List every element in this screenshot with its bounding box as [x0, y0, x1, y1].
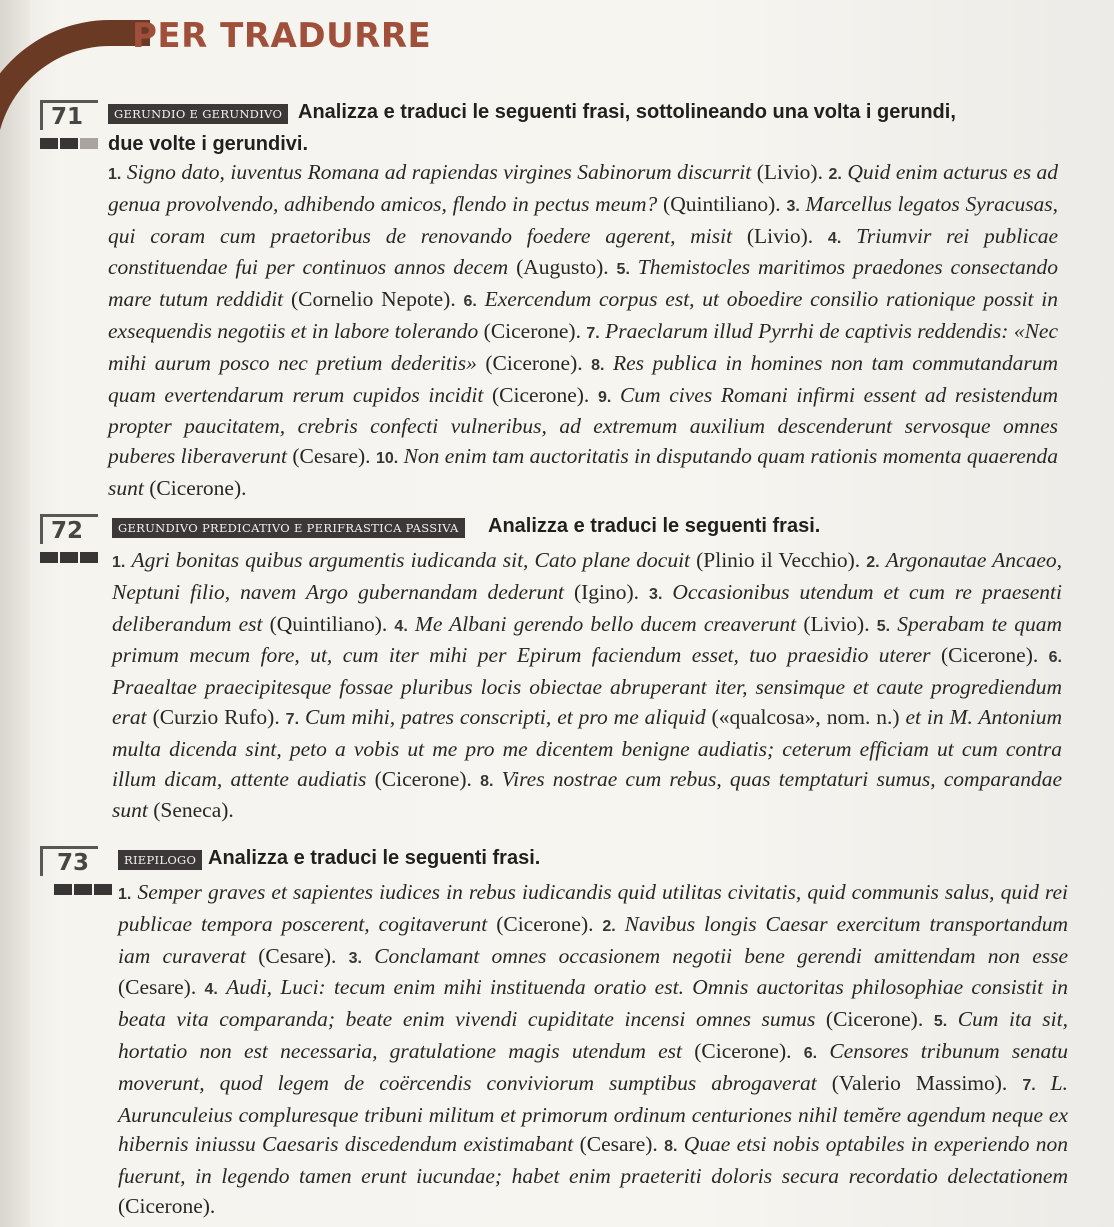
exercise-instruction: Analizza e traduci le seguenti frasi. [208, 847, 541, 869]
difficulty-indicator [40, 552, 98, 563]
difficulty-square [74, 884, 92, 895]
section-title: PER TRADURRE [132, 16, 432, 56]
exercise-topic-tag: GERUNDIO E GERUNDIVO [108, 104, 288, 124]
header-decoration-bar [110, 20, 124, 46]
exercise-number: 71 [40, 100, 98, 130]
exercise-text: 1. Semper graves et sapientes iudices in rebus iudicandis quid utilitas civitatis, quid communis salus, quid rei publicae tempora poscerent, cogitaverunt (Cicerone). 2. Navibus longis Caesar exercitum transportandum iam curaverat (Cesare). 3. Conclamant omnes occasionem negotii bene gerendi amittendam non esse (Cesare). 4. Audi, Luci: tecum enim mihi instituenda oratio est. Omnis auctoritas philosophiae consistit in beata vita comparanda; beate enim vivendi cupiditate incensi omnes sumus (Cicerone). 5. Cum ita sit, hortatio non est necessaria, gratulatione magis utendum est (Cicerone). 6. Censores tribunum senatu moverunt, quod legem de coërcendis conviviorum sumptibus abrogaverat (Valerio Massimo). 7. L. Aurunculeius compluresque tribuni militum et primorum ordinum centuriones nihil temĕre agendum neque ex hibernis iniussu Caesaris discedendum existimabant (Cesare). 8. Quae etsi nobis optabiles in experiendo non fuerunt, in legendo tamen erunt iucundae; habet enim praeteriti doloris secura recordatio delectationem (Cicerone). [118, 880, 1069, 1218]
difficulty-square [54, 884, 72, 895]
difficulty-indicator [40, 138, 98, 149]
exercise-72 [40, 514, 1080, 824]
difficulty-square [40, 552, 58, 563]
difficulty-square-empty [80, 138, 98, 149]
exercise-topic-tag: GERUNDIVO PREDICATIVO E PERIFRASTICA PASSIVA [112, 518, 465, 538]
exercise-71 [40, 100, 1080, 500]
exercise-instruction: Analizza e traduci le seguenti frasi, sottolineando una volta i gerundi, [298, 101, 956, 123]
exercise-73 [40, 846, 1080, 1216]
difficulty-square [40, 138, 58, 149]
difficulty-square [60, 552, 78, 563]
difficulty-square [60, 138, 78, 149]
exercise-instruction-cont: due volte i gerundivi. [108, 133, 309, 155]
exercise-number: 72 [40, 514, 98, 544]
exercise-instruction: Analizza e traduci le seguenti frasi. [488, 515, 821, 537]
exercise-text: 1. Signo dato, iuventus Romana ad rapiendas virgines Sabinorum discurrit (Livio). 2. Quid enim acturus es ad genua provolvendo, adhibendo amicos, flendo in pectus meum? (Quintiliano). 3. Marcellus legatos Syracusas, qui coram cum praetoribus de renovando foedere agerent, misit (Livio). 4. Triumvir rei publicae constituendae fui per continuos annos decem (Augusto). 5. Themistocles maritimos praedones consectando mare tutum reddidit (Cornelio Nepote). 6. Exercendum corpus est, ut oboedire consilio rationique possit in exsequendis negotiis et in labore tolerando (Cicerone). 7. Praeclarum illud Pyrrhi de captivis reddendis: «Nec mihi aurum posco nec pretium dederitis» (Cicerone). 8. Res publica in homines non tam commutandarum quam evertendarum rerum cupidos incidit (Cicerone). 9. Cum cives Romani infirmi essent ad resistendum propter paucitatem, crebris confecti vulneribus, ad extremum auxilium descenderunt servosque omnes puberes liberaverunt (Cesare). 10. Non enim tam auctoritatis in disputando quam rationis momenta quaerenda sunt (Cicerone). [108, 160, 1059, 500]
exercise-number: 73 [40, 846, 98, 876]
difficulty-indicator [40, 884, 112, 895]
exercise-text: 1. Agri bonitas quibus argumentis iudicanda sit, Cato plane docuit (Plinio il Vecchio). 2. Argonautae Ancaeo, Neptuni filio, navem Argo gubernandam dederunt (Igino). 3. Occasionibus utendum et cum re praesenti deliberandum est (Quintiliano). 4. Me Albani gerendo bello ducem creaverunt (Livio). 5. Sperabam te quam primum mecum fore, ut, cum iter mihi per Epirum faciendum esset, tuo praesidio uterer (Cicerone). 6. Praealtae praecipitesque fossae pluribus locis obiectae abruperant iter, sensimque et caute progrediendum erat (Curzio Rufo). 7. Cum mihi, patres conscripti, et pro me aliquid («qualcosa», nom. n.) et in M. Antonium multa dicenda sint, peto a vobis ut me pro me dicentem benigne audiatis; ceterum efficiam ut cum contra illum dicam, attente audiatis (Cicerone). 8. Vires nostrae cum rebus, quas temptaturi sumus, comparandae sunt (Seneca). [112, 548, 1063, 823]
difficulty-square [80, 552, 98, 563]
difficulty-square [94, 884, 112, 895]
exercise-topic-tag: RIEPILOGO [118, 850, 202, 870]
